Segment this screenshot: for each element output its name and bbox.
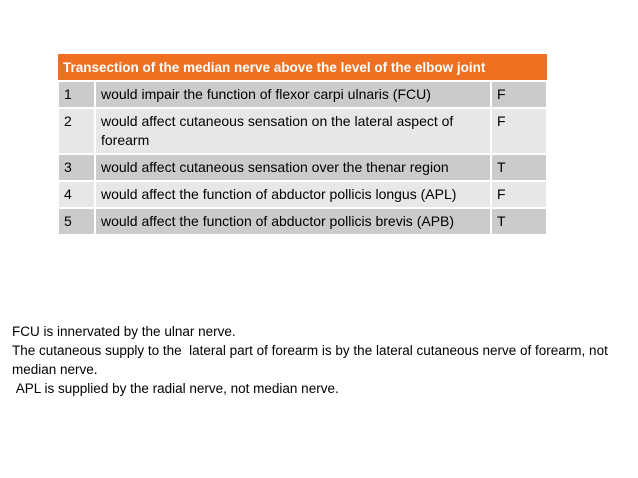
quiz-table — [57, 54, 548, 236]
row-statement: would impair the function of flexor carpi ulnaris (FCU) — [95, 81, 491, 108]
row-statement: would affect cutaneous sensation over the thenar region — [95, 154, 491, 181]
row-answer: T — [491, 154, 547, 181]
explanation-notes — [12, 322, 622, 398]
note-line: FCU is innervated by the ulnar nerve. — [12, 324, 236, 339]
row-answer: F — [491, 81, 547, 108]
table-row — [58, 154, 547, 181]
row-answer: T — [491, 208, 547, 235]
table-row — [58, 208, 547, 235]
row-answer: F — [491, 108, 547, 154]
table-title: Transection of the median nerve above the level of the elbow joint — [58, 54, 547, 81]
row-number: 3 — [58, 154, 95, 181]
row-number: 1 — [58, 81, 95, 108]
table-row — [58, 81, 547, 108]
table-header-row — [58, 54, 547, 81]
row-number: 5 — [58, 208, 95, 235]
row-number: 2 — [58, 108, 95, 154]
row-statement: would affect cutaneous sensation on the lateral aspect of forearm — [95, 108, 491, 154]
row-statement: would affect the function of abductor pollicis brevis (APB) — [95, 208, 491, 235]
note-line: APL is supplied by the radial nerve, not median nerve. — [12, 381, 339, 396]
row-number: 4 — [58, 181, 95, 208]
table-row — [58, 181, 547, 208]
row-answer: F — [491, 181, 547, 208]
note-line: The cutaneous supply to the lateral part of forearm is by the lateral cutaneous nerve of forearm, not median nerve. — [12, 343, 612, 377]
table-row — [58, 108, 547, 154]
row-statement: would affect the function of abductor pollicis longus (APL) — [95, 181, 491, 208]
